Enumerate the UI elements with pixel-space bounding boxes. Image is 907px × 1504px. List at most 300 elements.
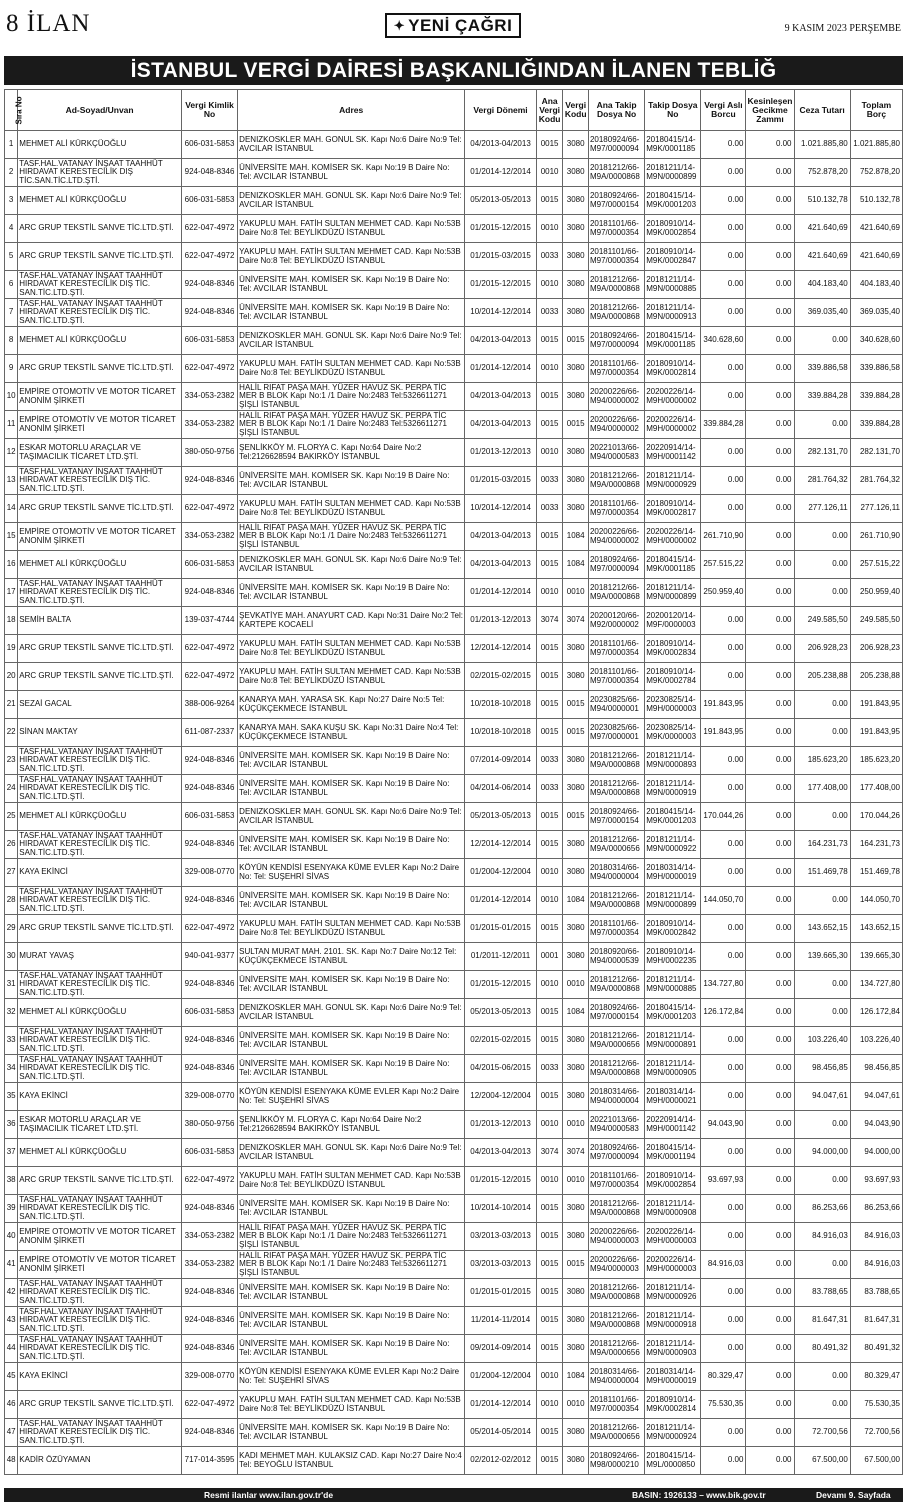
tax-id-cell: 329-008-0770 [181, 1083, 237, 1111]
tax-code-cell: 0010 [563, 1167, 589, 1195]
total-debt-cell: 81.647,31 [850, 1307, 902, 1335]
tax-period-cell: 03/2013-03/2013 [465, 1223, 537, 1251]
penalty-amount-cell: 0.00 [794, 803, 850, 831]
principal-debt-cell: 0.00 [701, 635, 746, 663]
tax-id-cell: 334-053-2382 [181, 411, 237, 439]
tax-period-cell: 12/2014-12/2014 [465, 831, 537, 859]
tax-id-cell: 924-048-8346 [181, 747, 237, 775]
tax-code-cell: 3080 [563, 1083, 589, 1111]
page-footer [4, 1488, 903, 1502]
table-row [5, 831, 903, 859]
principal-debt-cell: 0.00 [701, 663, 746, 691]
file-no-cell: 20180415/14-M9K/0001194 [645, 1139, 701, 1167]
tax-code-cell: 3080 [563, 1447, 589, 1475]
table-row [5, 1027, 903, 1055]
tax-id-cell: 622-047-4972 [181, 635, 237, 663]
address-cell: HALİL RIFAT PAŞA MAH. YÜZER HAVUZ SK. PERPA TİC MER B BLOK Kapı No:1 /1 Daire No:2483 Tel:5326611271 ŞİŞLİ İSTANBUL [238, 383, 465, 411]
total-debt-cell: 404.183,40 [850, 271, 902, 299]
total-debt-cell: 139.665,30 [850, 943, 902, 971]
file-no-cell: 20180415/14-M9K/0001185 [645, 327, 701, 355]
principal-debt-cell: 0.00 [701, 1307, 746, 1335]
taxpayer-name-cell: ARC GRUP TEKSTİL SANVE TİC.LTD.ŞTİ. [18, 355, 182, 383]
table-row [5, 1251, 903, 1279]
penalty-amount-cell: 0.00 [794, 411, 850, 439]
tax-period-cell: 04/2013-04/2013 [465, 131, 537, 159]
main-tax-code-cell: 0015 [536, 1195, 563, 1223]
principal-debt-cell: 261.710,90 [701, 523, 746, 551]
tax-period-cell: 11/2014-11/2014 [465, 1307, 537, 1335]
table-row [5, 131, 903, 159]
late-fee-cell: 0.00 [746, 607, 794, 635]
penalty-amount-cell: 0.00 [794, 887, 850, 915]
column-header: Kesinleşen Gecikme Zammı [746, 90, 794, 131]
main-tax-code-cell: 0015 [536, 551, 563, 579]
main-file-no-cell: 20181101/66-M97/0000354 [588, 215, 644, 243]
main-file-no-cell: 20181212/66-M9A/0000868 [588, 579, 644, 607]
tax-id-cell: 334-053-2382 [181, 1251, 237, 1279]
row-number-cell: 42 [5, 1279, 18, 1307]
taxpayer-name-cell: MEHMET ALİ KÜRKÇÜOĞLU [18, 803, 182, 831]
address-cell: HALİL RIFAT PAŞA MAH. YÜZER HAVUZ SK. PERPA TİC MER B BLOK Kapı No:1 /1 Daire No:2483 Tel:5326611271 ŞİŞLİ İSTANBUL [238, 411, 465, 439]
row-number-cell: 12 [5, 439, 18, 467]
table-row [5, 551, 903, 579]
main-tax-code-cell: 0015 [536, 411, 563, 439]
total-debt-cell: 170.044,26 [850, 803, 902, 831]
row-number-cell: 14 [5, 495, 18, 523]
tax-period-cell: 04/2013-04/2013 [465, 523, 537, 551]
row-number-cell: 3 [5, 187, 18, 215]
address-cell: KADI MEHMET MAH. KULAKSIZ CAD. Kapı No:27 Daire No:4 Tel: BEYOĞLU İSTANBUL [238, 1447, 465, 1475]
principal-debt-cell: 0.00 [701, 159, 746, 187]
address-cell: DENIZKOSKLER MAH. GONUL SK. Kapı No:6 Daire No:9 Tel: AVCILAR İSTANBUL [238, 803, 465, 831]
debt-table [4, 89, 903, 1475]
file-no-cell: 20181211/14-M9N/0000885 [645, 971, 701, 999]
tax-code-cell: 1084 [563, 551, 589, 579]
file-no-cell: 20181211/14-M9N/0000905 [645, 1055, 701, 1083]
address-cell: ŞEVKATİYE MAH. ANAYURT CAD. Kapı No:31 Daire No:2 Tel: KARTEPE KOCAELİ [238, 607, 465, 635]
taxpayer-name-cell: TASF.HAL.VATANAY İNŞAAT TAAHHÜT HIRDAVAT KERESTECİLİK DIŞ TİC. SAN.TİC.LTD.ŞTİ. [18, 1027, 182, 1055]
penalty-amount-cell: 277.126,11 [794, 495, 850, 523]
address-cell: ÜNİVERSİTE MAH. KOMİSER SK. Kapı No:19 B Daire No: Tel: AVCILAR İSTANBUL [238, 831, 465, 859]
late-fee-cell: 0.00 [746, 635, 794, 663]
taxpayer-name-cell: KAYA EKİNCİ [18, 859, 182, 887]
late-fee-cell: 0.00 [746, 1335, 794, 1363]
main-tax-code-cell: 0015 [536, 1251, 563, 1279]
total-debt-cell: 510.132,78 [850, 187, 902, 215]
address-cell: DENIZKOSKLER MAH. GONUL SK. Kapı No:6 Daire No:9 Tel: AVCILAR İSTANBUL [238, 327, 465, 355]
principal-debt-cell: 0.00 [701, 747, 746, 775]
total-debt-cell: 93.697,93 [850, 1167, 902, 1195]
main-tax-code-cell: 0033 [536, 299, 563, 327]
address-cell: HALİL RIFAT PAŞA MAH. YÜZER HAVUZ SK. PERPA TİC MER B BLOK Kapı No:1 /1 Daire No:2483 Tel:5326611271 ŞİŞLİ İSTANBUL [238, 523, 465, 551]
penalty-amount-cell: 185.623,20 [794, 747, 850, 775]
taxpayer-name-cell: ESKAR MOTORLU ARAÇLAR VE TAŞIMACILIK TİCARET LTD.ŞTİ. [18, 1111, 182, 1139]
row-number-cell: 22 [5, 719, 18, 747]
main-tax-code-cell: 0015 [536, 1307, 563, 1335]
principal-debt-cell: 257.515,22 [701, 551, 746, 579]
penalty-amount-cell: 369.035,40 [794, 299, 850, 327]
main-file-no-cell: 20180314/66-M94/0000004 [588, 1363, 644, 1391]
file-no-cell: 20180415/14-M9K/0001203 [645, 803, 701, 831]
main-file-no-cell: 20181212/66-M9A/0000656 [588, 1419, 644, 1447]
taxpayer-name-cell: MEHMET ALİ KÜRKÇÜOĞLU [18, 327, 182, 355]
tax-code-cell: 1084 [563, 999, 589, 1027]
row-number-cell: 23 [5, 747, 18, 775]
tax-period-cell: 01/2004-12/2004 [465, 1363, 537, 1391]
tax-period-cell: 05/2014-05/2014 [465, 1419, 537, 1447]
notice-title: İSTANBUL VERGİ DAİRESİ BAŞKANLIĞINDAN İLANEN TEBLİĞ [4, 56, 903, 85]
principal-debt-cell: 144.050,70 [701, 887, 746, 915]
tax-period-cell: 10/2014-10/2014 [465, 1195, 537, 1223]
row-number-cell: 26 [5, 831, 18, 859]
taxpayer-name-cell: MEHMET ALİ KÜRKÇÜOĞLU [18, 1139, 182, 1167]
penalty-amount-cell: 143.652,15 [794, 915, 850, 943]
taxpayer-name-cell: TASF.HAL.VATANAY İNŞAAT TAAHHÜT HIRDAVAT KERESTECİLİK DIŞ TİC. SAN.TİC.LTD.ŞTİ. [18, 1419, 182, 1447]
main-tax-code-cell: 0010 [536, 439, 563, 467]
tax-code-cell: 3080 [563, 1027, 589, 1055]
file-no-cell: 20181211/14-M9N/0000899 [645, 887, 701, 915]
table-row [5, 663, 903, 691]
main-tax-code-cell: 0015 [536, 1223, 563, 1251]
main-tax-code-cell: 0015 [536, 187, 563, 215]
tax-code-cell: 3080 [563, 355, 589, 383]
main-tax-code-cell: 0015 [536, 663, 563, 691]
late-fee-cell: 0.00 [746, 187, 794, 215]
file-no-cell: 20180415/14-M9K/0001185 [645, 551, 701, 579]
tax-code-cell: 3080 [563, 299, 589, 327]
tax-period-cell: 01/2015-01/2015 [465, 915, 537, 943]
address-cell: ÜNİVERSİTE MAH. KOMİSER SK. Kapı No:19 B Daire No: Tel: AVCILAR İSTANBUL [238, 1419, 465, 1447]
tax-id-cell: 622-047-4972 [181, 355, 237, 383]
total-debt-cell: 84.916,03 [850, 1223, 902, 1251]
main-file-no-cell: 20181101/66-M97/0000354 [588, 915, 644, 943]
tax-code-cell: 3080 [563, 271, 589, 299]
taxpayer-name-cell: MEHMET ALİ KÜRKÇÜOĞLU [18, 131, 182, 159]
tax-id-cell: 924-048-8346 [181, 971, 237, 999]
address-cell: HALİL RIFAT PAŞA MAH. YÜZER HAVUZ SK. PERPA TİC MER B BLOK Kapı No:1 /1 Daire No:2483 Tel:5326611271 ŞİŞLİ İSTANBUL [238, 1251, 465, 1279]
penalty-amount-cell: 0.00 [794, 523, 850, 551]
tax-code-cell: 0015 [563, 691, 589, 719]
late-fee-cell: 0.00 [746, 719, 794, 747]
tax-period-cell: 01/2004-12/2004 [465, 859, 537, 887]
tax-period-cell: 07/2014-09/2014 [465, 747, 537, 775]
file-no-cell: 20180415/14-M9L/0000850 [645, 1447, 701, 1475]
address-cell: ÜNİVERSİTE MAH. KOMİSER SK. Kapı No:19 B Daire No: Tel: AVCILAR İSTANBUL [238, 1055, 465, 1083]
tax-code-cell: 3080 [563, 159, 589, 187]
tax-code-cell: 3080 [563, 1419, 589, 1447]
main-file-no-cell: 20180314/66-M94/0000004 [588, 1083, 644, 1111]
table-row [5, 299, 903, 327]
taxpayer-name-cell: SİNAN MAKTAY [18, 719, 182, 747]
main-file-no-cell: 20180924/66-M97/0000094 [588, 131, 644, 159]
tax-code-cell: 3074 [563, 607, 589, 635]
main-tax-code-cell: 0010 [536, 859, 563, 887]
tax-id-cell: 924-048-8346 [181, 1279, 237, 1307]
address-cell: ÜNİVERSİTE MAH. KOMİSER SK. Kapı No:19 B Daire No: Tel: AVCILAR İSTANBUL [238, 271, 465, 299]
main-tax-code-cell: 0033 [536, 467, 563, 495]
taxpayer-name-cell: TASF.HAL.VATANAY İNŞAAT TAAHHÜT HIRDAVAT KERESTECİLİK DIŞ TİC. SAN.TİC.LTD.ŞTİ. [18, 831, 182, 859]
tax-code-cell: 3080 [563, 187, 589, 215]
table-row [5, 915, 903, 943]
file-no-cell: 20180910/14-M9K/0002854 [645, 1167, 701, 1195]
penalty-amount-cell: 0.00 [794, 999, 850, 1027]
tax-id-cell: 924-048-8346 [181, 887, 237, 915]
main-tax-code-cell: 0010 [536, 1167, 563, 1195]
row-number-cell: 24 [5, 775, 18, 803]
total-debt-cell: 143.652,15 [850, 915, 902, 943]
main-file-no-cell: 20230825/66-M94/0000001 [588, 691, 644, 719]
late-fee-cell: 0.00 [746, 1027, 794, 1055]
late-fee-cell: 0.00 [746, 383, 794, 411]
total-debt-cell: 177.408,00 [850, 775, 902, 803]
tax-id-cell: 622-047-4972 [181, 495, 237, 523]
file-no-cell: 20181211/14-M9N/0000922 [645, 831, 701, 859]
penalty-amount-cell: 339.884,28 [794, 383, 850, 411]
tax-period-cell: 03/2013-03/2013 [465, 1251, 537, 1279]
address-cell: KÖYÜN KENDİSİ ESENYAKA KÜME EVLER Kapı No:2 Daire No: Tel: SUŞEHRİ SİVAS [238, 859, 465, 887]
address-cell: ÜNİVERSİTE MAH. KOMİSER SK. Kapı No:19 B Daire No: Tel: AVCILAR İSTANBUL [238, 1335, 465, 1363]
tax-period-cell: 01/2015-03/2015 [465, 467, 537, 495]
file-no-cell: 20181211/14-M9N/0000918 [645, 1307, 701, 1335]
taxpayer-name-cell: EMPİRE OTOMOTİV VE MOTOR TİCARET ANONİM ŞİRKETİ [18, 523, 182, 551]
tax-id-cell: 622-047-4972 [181, 915, 237, 943]
taxpayer-name-cell: SEMİH BALTA [18, 607, 182, 635]
row-number-cell: 37 [5, 1139, 18, 1167]
file-no-cell: 20200226/14-M9H/0000002 [645, 383, 701, 411]
address-cell: DENIZKOSKLER MAH. GONUL SK. Kapı No:6 Daire No:9 Tel: AVCILAR İSTANBUL [238, 131, 465, 159]
total-debt-cell: 339.884,28 [850, 411, 902, 439]
penalty-amount-cell: 0.00 [794, 971, 850, 999]
principal-debt-cell: 0.00 [701, 355, 746, 383]
table-row [5, 691, 903, 719]
tax-id-cell: 924-048-8346 [181, 467, 237, 495]
principal-debt-cell: 0.00 [701, 831, 746, 859]
file-no-cell: 20180910/14-M9K/0002847 [645, 243, 701, 271]
tax-code-cell: 3080 [563, 1335, 589, 1363]
taxpayer-name-cell: TASF.HAL.VATANAY İNŞAAT TAAHHÜT HIRDAVAT KERESTECİLİK DIŞ TİC. SAN.TİC.LTD.ŞTİ. [18, 271, 182, 299]
main-file-no-cell: 20200226/66-M94/0000003 [588, 1251, 644, 1279]
principal-debt-cell: 0.00 [701, 187, 746, 215]
taxpayer-name-cell: EMPİRE OTOMOTİV VE MOTOR TİCARET ANONİM ŞİRKETİ [18, 1223, 182, 1251]
total-debt-cell: 72.700,56 [850, 1419, 902, 1447]
torch-icon: ✦ [393, 17, 406, 33]
main-file-no-cell: 20181212/66-M9A/0000868 [588, 971, 644, 999]
tax-code-cell: 3080 [563, 859, 589, 887]
row-number-cell: 31 [5, 971, 18, 999]
row-number-cell: 6 [5, 271, 18, 299]
address-cell: ÜNİVERSİTE MAH. KOMİSER SK. Kapı No:19 B Daire No: Tel: AVCILAR İSTANBUL [238, 971, 465, 999]
main-file-no-cell: 20200226/66-M94/0000002 [588, 411, 644, 439]
tax-id-cell: 606-031-5853 [181, 551, 237, 579]
principal-debt-cell: 84.916,03 [701, 1251, 746, 1279]
table-row [5, 355, 903, 383]
address-cell: DENIZKOSKLER MAH. GONUL SK. Kapı No:6 Daire No:9 Tel: AVCILAR İSTANBUL [238, 1139, 465, 1167]
row-number-cell: 47 [5, 1419, 18, 1447]
row-number-cell: 35 [5, 1083, 18, 1111]
total-debt-cell: 94.043,90 [850, 1111, 902, 1139]
total-debt-cell: 281.764,32 [850, 467, 902, 495]
tax-code-cell: 3080 [563, 1279, 589, 1307]
main-file-no-cell: 20230825/66-M97/0000001 [588, 719, 644, 747]
taxpayer-name-cell: ARC GRUP TEKSTİL SANVE TİC.LTD.ŞTİ. [18, 243, 182, 271]
main-file-no-cell: 20181212/66-M9A/0000868 [588, 747, 644, 775]
tax-period-cell: 05/2013-05/2013 [465, 999, 537, 1027]
file-no-cell: 20180415/14-M9K/0001203 [645, 999, 701, 1027]
tax-id-cell: 924-048-8346 [181, 1419, 237, 1447]
taxpayer-name-cell: TASF.HAL.VATANAY İNŞAAT TAAHHÜT HIRDAVAT KERESTECİLİK DIŞ TİC. SAN.TİC.LTD.ŞTİ. [18, 971, 182, 999]
table-row [5, 187, 903, 215]
file-no-cell: 20181211/14-M9N/0000885 [645, 271, 701, 299]
main-tax-code-cell: 0010 [536, 271, 563, 299]
total-debt-cell: 126.172,84 [850, 999, 902, 1027]
tax-id-cell: 380-050-9756 [181, 439, 237, 467]
file-no-cell: 20180314/14-M9H/0000019 [645, 1363, 701, 1391]
late-fee-cell: 0.00 [746, 859, 794, 887]
tax-code-cell: 3074 [563, 1139, 589, 1167]
row-number-cell: 34 [5, 1055, 18, 1083]
main-file-no-cell: 20181212/66-M9A/0000868 [588, 1195, 644, 1223]
main-file-no-cell: 20181212/66-M9A/0000656 [588, 1027, 644, 1055]
total-debt-cell: 83.788,65 [850, 1279, 902, 1307]
file-no-cell: 20200226/14-M9H/0000003 [645, 1223, 701, 1251]
tax-id-cell: 606-031-5853 [181, 131, 237, 159]
penalty-amount-cell: 1.021.885,80 [794, 131, 850, 159]
tax-id-cell: 388-006-9264 [181, 691, 237, 719]
total-debt-cell: 103.226,40 [850, 1027, 902, 1055]
principal-debt-cell: 339.884,28 [701, 411, 746, 439]
total-debt-cell: 249.585,50 [850, 607, 902, 635]
tax-id-cell: 611-087-2337 [181, 719, 237, 747]
total-debt-cell: 752.878,20 [850, 159, 902, 187]
table-row [5, 1279, 903, 1307]
penalty-amount-cell: 0.00 [794, 1391, 850, 1419]
table-row [5, 1083, 903, 1111]
penalty-amount-cell: 98.456,85 [794, 1055, 850, 1083]
late-fee-cell: 0.00 [746, 1055, 794, 1083]
total-debt-cell: 340.628,60 [850, 327, 902, 355]
main-file-no-cell: 20181212/66-M9A/0000868 [588, 271, 644, 299]
main-file-no-cell: 20181212/66-M9A/0000656 [588, 1335, 644, 1363]
column-header: Ad-Soyad/Unvan [18, 90, 182, 131]
tax-period-cell: 01/2013-12/2013 [465, 1111, 537, 1139]
main-file-no-cell: 20180920/66-M94/0000539 [588, 943, 644, 971]
penalty-amount-cell: 249.585,50 [794, 607, 850, 635]
principal-debt-cell: 191.843,95 [701, 691, 746, 719]
page-number: 8 İLAN [6, 10, 91, 37]
penalty-amount-cell: 81.647,31 [794, 1307, 850, 1335]
main-file-no-cell: 20181101/66-M97/0000354 [588, 1391, 644, 1419]
main-tax-code-cell: 0033 [536, 775, 563, 803]
late-fee-cell: 0.00 [746, 1195, 794, 1223]
penalty-amount-cell: 139.665,30 [794, 943, 850, 971]
tax-code-cell: 3080 [563, 747, 589, 775]
column-header: Vergi Kimlik No [181, 90, 237, 131]
principal-debt-cell: 0.00 [701, 467, 746, 495]
column-header: Vergi Dönemi [465, 90, 537, 131]
principal-debt-cell: 0.00 [701, 943, 746, 971]
main-tax-code-cell: 0015 [536, 523, 563, 551]
tax-period-cell: 01/2014-12/2014 [465, 355, 537, 383]
principal-debt-cell: 0.00 [701, 859, 746, 887]
address-cell: ÜNİVERSİTE MAH. KOMİSER SK. Kapı No:19 B Daire No: Tel: AVCILAR İSTANBUL [238, 1027, 465, 1055]
main-file-no-cell: 20200226/66-M94/0000002 [588, 523, 644, 551]
total-debt-cell: 206.928,23 [850, 635, 902, 663]
tax-code-cell: 3080 [563, 1055, 589, 1083]
address-cell: YAKUPLU MAH. FATİH SULTAN MEHMET CAD. Kapı No:53B Daire No:8 Tel: BEYLİKDÜZÜ İSTANBUL [238, 243, 465, 271]
address-cell: ŞENLİKKÖY M. FLORYA C. Kapı No:64 Daire No:2 Tel:2126628594 BAKIRKÖY İSTANBUL [238, 439, 465, 467]
file-no-cell: 20180415/14-M9K/0001203 [645, 187, 701, 215]
main-tax-code-cell: 0010 [536, 887, 563, 915]
late-fee-cell: 0.00 [746, 691, 794, 719]
total-debt-cell: 94.000,00 [850, 1139, 902, 1167]
tax-id-cell: 622-047-4972 [181, 243, 237, 271]
total-debt-cell: 98.456,85 [850, 1055, 902, 1083]
tax-period-cell: 09/2014-09/2014 [465, 1335, 537, 1363]
taxpayer-name-cell: TASF.HAL.VATANAY İNŞAAT TAAHHÜT HIRDAVAT KERESTECİLİK DIŞ TİC. SAN.TİC.LTD.ŞTİ. [18, 299, 182, 327]
total-debt-cell: 421.640,69 [850, 215, 902, 243]
late-fee-cell: 0.00 [746, 215, 794, 243]
late-fee-cell: 0.00 [746, 439, 794, 467]
main-file-no-cell: 20181212/66-M9A/0000868 [588, 1279, 644, 1307]
tax-period-cell: 10/2014-12/2014 [465, 495, 537, 523]
total-debt-cell: 421.640,69 [850, 243, 902, 271]
main-tax-code-cell: 0010 [536, 1363, 563, 1391]
taxpayer-name-cell: MEHMET ALİ KÜRKÇÜOĞLU [18, 187, 182, 215]
tax-period-cell: 01/2014-12/2014 [465, 579, 537, 607]
file-no-cell: 20180415/14-M9K/0001185 [645, 131, 701, 159]
tax-id-cell: 924-048-8346 [181, 1055, 237, 1083]
taxpayer-name-cell: TASF.HAL.VATANAY İNŞAAT TAAHHÜT HIRDAVAT KERESTECİLİK DIŞ TİC. SAN.TİC.LTD.ŞTİ. [18, 775, 182, 803]
main-file-no-cell: 20181212/66-M9A/0000868 [588, 1307, 644, 1335]
tax-id-cell: 606-031-5853 [181, 187, 237, 215]
taxpayer-name-cell: TASF.HAL.VATANAY İNŞAAT TAAHHÜT HIRDAVAT KERESTECİLİK DIŞ TİC. SAN.TİC.LTD.ŞTİ. [18, 1335, 182, 1363]
penalty-amount-cell: 177.408,00 [794, 775, 850, 803]
main-tax-code-cell: 0015 [536, 1335, 563, 1363]
file-no-cell: 20230825/14-M9H/0000003 [645, 691, 701, 719]
tax-period-cell: 01/2013-12/2013 [465, 607, 537, 635]
taxpayer-name-cell: MURAT YAVAŞ [18, 943, 182, 971]
tax-id-cell: 924-048-8346 [181, 1027, 237, 1055]
tax-code-cell: 3080 [563, 831, 589, 859]
tax-id-cell: 334-053-2382 [181, 523, 237, 551]
principal-debt-cell: 250.959,40 [701, 579, 746, 607]
penalty-amount-cell: 0.00 [794, 1167, 850, 1195]
tax-period-cell: 10/2018-10/2018 [465, 719, 537, 747]
main-tax-code-cell: 0015 [536, 1083, 563, 1111]
address-cell: ÜNİVERSİTE MAH. KOMİSER SK. Kapı No:19 B Daire No: Tel: AVCILAR İSTANBUL [238, 467, 465, 495]
table-row [5, 411, 903, 439]
taxpayer-name-cell: TASF.HAL.VATANAY İNŞAAT TAAHHÜT HIRDAVAT KERESTECİLİK DIŞ TİC. SAN.TİC.LTD.ŞTİ. [18, 747, 182, 775]
row-number-cell: 8 [5, 327, 18, 355]
main-file-no-cell: 20181101/66-M97/0000354 [588, 663, 644, 691]
file-no-cell: 20180910/14-M9K/0002842 [645, 915, 701, 943]
tax-id-cell: 622-047-4972 [181, 663, 237, 691]
address-cell: SULTAN MURAT MAH. 2101. SK. Kapı No:7 Daire No:12 Tel: KÜÇÜKÇEKMECE İSTANBUL [238, 943, 465, 971]
penalty-amount-cell: 0.00 [794, 1251, 850, 1279]
main-file-no-cell: 20180924/66-M97/0000154 [588, 999, 644, 1027]
newspaper-logo: ✦ YENİ ÇAĞRI [385, 13, 521, 38]
row-number-cell: 38 [5, 1167, 18, 1195]
total-debt-cell: 185.623,20 [850, 747, 902, 775]
penalty-amount-cell: 103.226,40 [794, 1027, 850, 1055]
total-debt-cell: 1.021.885,80 [850, 131, 902, 159]
file-no-cell: 20181211/14-M9N/0000913 [645, 299, 701, 327]
tax-id-cell: 924-048-8346 [181, 831, 237, 859]
tax-id-cell: 606-031-5853 [181, 803, 237, 831]
principal-debt-cell: 94.043,90 [701, 1111, 746, 1139]
penalty-amount-cell: 0.00 [794, 551, 850, 579]
main-file-no-cell: 20200226/66-M94/0000002 [588, 383, 644, 411]
